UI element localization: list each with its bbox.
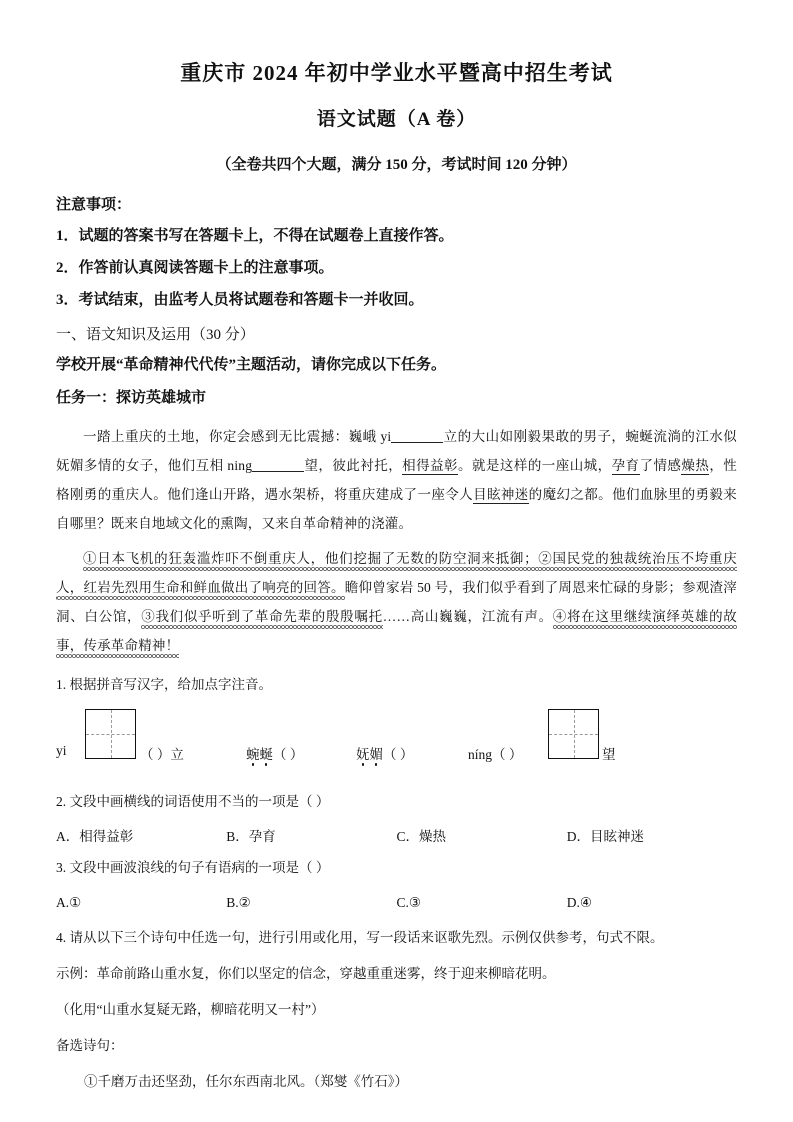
passage2-middle: 瞻仰曾家岩 50 号，我们似乎看到了周恩来忙碌的身影；参观渣滓洞、白公馆， bbox=[56, 579, 738, 624]
wavy-sentence-4: ④将在这里继续演绎英雄的故事，传承革命精神！ bbox=[56, 609, 737, 660]
notice-item-3: 3．考试结束，由监考人员将试题卷和答题卡一并收回。 bbox=[56, 291, 424, 308]
fill-blank-ning bbox=[252, 471, 304, 472]
question-2-options bbox=[56, 814, 737, 848]
answer-paren-yi[interactable]: （ ）立 bbox=[140, 746, 184, 762]
underlined-word-xiangdeyizhang: 相得益彰 bbox=[402, 457, 459, 473]
passage1-part-c: 望，彼此衬托， bbox=[304, 457, 403, 473]
passage1-part-e: 了情感 bbox=[639, 457, 682, 473]
option-2-b[interactable]: B．孕育 bbox=[226, 828, 276, 844]
option-2-d[interactable]: D．目眩神迷 bbox=[566, 828, 644, 844]
dotted-char-yan: 蜒 bbox=[259, 746, 273, 762]
option-3-b[interactable]: B.② bbox=[226, 895, 251, 911]
passage-paragraph-1 bbox=[56, 410, 737, 538]
question-1-answer-row bbox=[56, 697, 737, 781]
wavy-sentence-2: ②国民党的独裁统治压不垮重庆人，红岩先烈用生命和鲜血做出了响亮的回答。 bbox=[56, 551, 737, 602]
activity-line: 学校开展“革命精神代代传”主题活动，请你完成以下任务。 bbox=[56, 357, 447, 374]
tianzige-box-ning[interactable] bbox=[548, 709, 599, 759]
task-heading: 任务一：探访英雄城市 bbox=[56, 390, 207, 406]
passage-paragraph-2 bbox=[56, 538, 737, 660]
char-wang: 望 bbox=[602, 746, 616, 762]
dotted-char-mei: 媚 bbox=[369, 746, 383, 762]
question-3-stem: 3. 文段中画波浪线的句子有语病的一项是（ ） bbox=[56, 860, 330, 876]
fill-blank-yi bbox=[391, 442, 443, 443]
wavy-sentence-3: ③我们似乎听到了革命先辈的殷殷嘱托 bbox=[141, 609, 383, 631]
pinyin-ning-paren[interactable]: níng（ ） bbox=[468, 746, 523, 762]
dotted-char-wu: 妩 bbox=[356, 746, 370, 762]
answer-paren-wumei[interactable]: （ ） bbox=[383, 746, 414, 762]
question-4-stem: 4. 请从以下三个诗句中任选一句，进行引用或化用，写一段话来讴歌先烈。示例仅供参考，句式不限。 bbox=[56, 929, 664, 945]
question-2-stem: 2. 文段中画横线的词语使用不当的一项是（ ） bbox=[56, 793, 330, 809]
question-4-example: 示例：革命前路山重水复，你们以坚定的信念，穿越重重迷雾，终于迎来柳暗花明。 bbox=[56, 965, 556, 981]
pinyin-yi: yi bbox=[56, 742, 67, 758]
wavy-sentence-1: ①日本飞机的狂轰滥炸吓不倒重庆人，他们挖掘了无数的防空洞来抵御； bbox=[83, 551, 538, 573]
alternate-poems-heading: 备选诗句： bbox=[56, 1037, 124, 1053]
tianzige-box-yi[interactable] bbox=[85, 709, 136, 759]
option-3-d[interactable]: D.④ bbox=[566, 895, 592, 911]
page-title: 重庆市 2024 年初中学业水平暨高中招生考试 bbox=[180, 61, 613, 85]
notice-heading: 注意事项： bbox=[56, 196, 132, 213]
question-1-stem: 1. 根据拼音写汉字，给加点字注音。 bbox=[56, 676, 272, 692]
underlined-word-yunyu: 孕育 bbox=[611, 457, 640, 473]
notice-item-1: 1．试题的答案书写在答题卡上，不得在试题卷上直接作答。 bbox=[56, 228, 454, 245]
dotted-word-wanyan-group bbox=[246, 743, 303, 763]
alternate-poem-1: ①千磨万击还坚劲，任尔东西南北风。（郑燮《竹石》） bbox=[84, 1073, 408, 1089]
question-3-options bbox=[56, 880, 737, 914]
section-heading: 一、语文知识及运用（30 分） bbox=[56, 326, 255, 343]
underlined-word-zaore: 燥热 bbox=[681, 457, 710, 473]
page-subtitle: 语文试题（A 卷） bbox=[316, 108, 477, 130]
answer-paren-wanyan[interactable]: （ ） bbox=[273, 746, 304, 762]
passage1-part-b: 立的大山如刚毅果敢的男子，蜿蜒流淌的江水似妩媚多情的女子，他们互相 ning bbox=[56, 428, 737, 473]
passage1-part-d: 。就是这样的一座山城， bbox=[458, 457, 612, 473]
underlined-word-muxuanshenmi: 目眩神迷 bbox=[473, 486, 529, 502]
question-4-example-note: （化用“山重水复疑无路，柳暗花明又一村”） bbox=[56, 1001, 325, 1017]
passage1-part-f: ，性格刚勇的重庆人。他们逢山开路，遇水架桥，将重庆建成了一座令人 bbox=[56, 457, 737, 502]
option-3-c[interactable]: C.③ bbox=[396, 895, 421, 911]
option-2-a[interactable]: A．相得益彰 bbox=[56, 828, 134, 844]
passage2-ellipsis: ……高山巍巍，江流有声。 bbox=[382, 608, 553, 624]
passage1-part-a: 一踏上重庆的土地，你定会感到无比震撼：巍峨 yi bbox=[83, 428, 392, 444]
dotted-char-wan: 蜿 bbox=[246, 746, 260, 762]
option-3-a[interactable]: A.① bbox=[56, 895, 82, 911]
notice-item-2: 2．作答前认真阅读答题卡上的注意事项。 bbox=[56, 260, 334, 276]
dotted-word-wumei-group bbox=[356, 743, 413, 763]
passage1-part-g: 的魔幻之都。他们血脉里的勇毅来自哪里？既来自地域文化的熏陶，又来自革命精神的浇灌。 bbox=[56, 486, 737, 531]
option-2-c[interactable]: C．燥热 bbox=[396, 828, 447, 844]
exam-info-line: （全卷共四个大题，满分 150 分，考试时间 120 分钟） bbox=[216, 157, 577, 173]
